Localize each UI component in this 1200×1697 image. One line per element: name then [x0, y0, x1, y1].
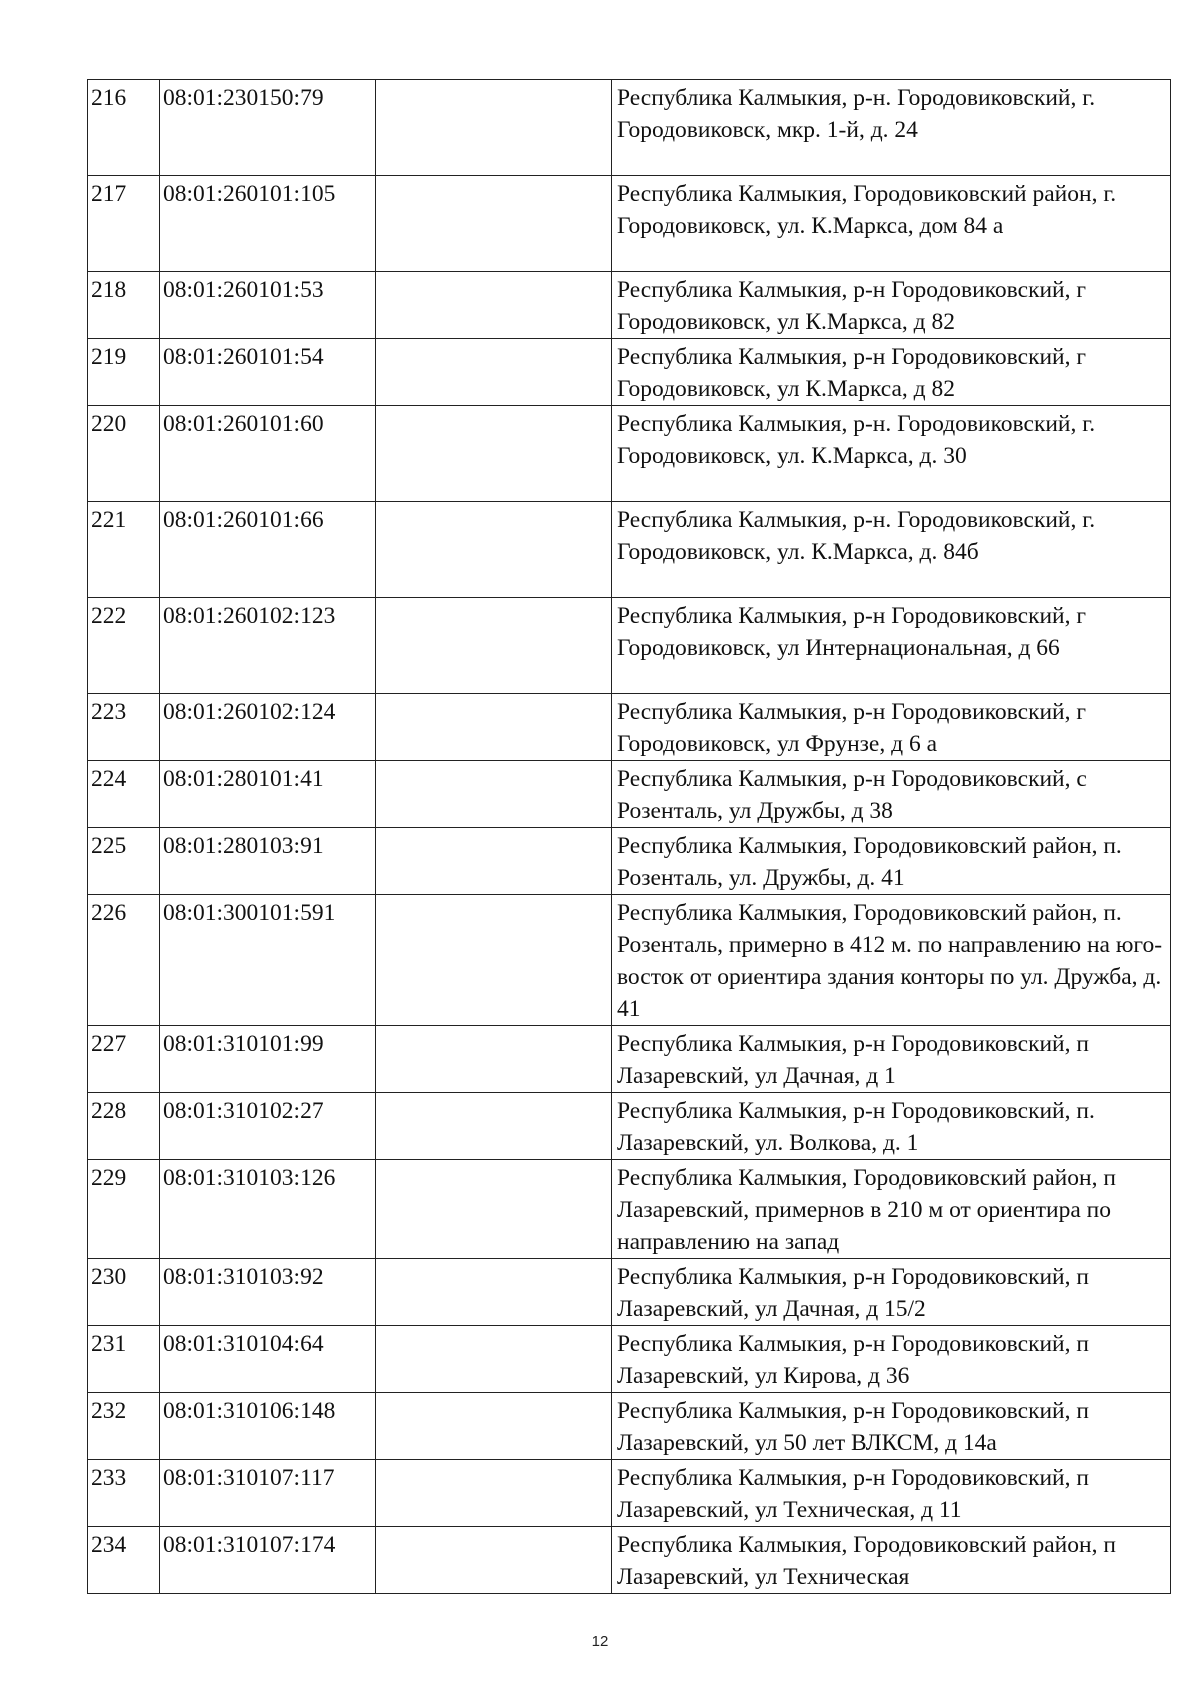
empty-cell	[376, 339, 612, 406]
property-table-body	[88, 80, 1171, 1594]
cadastral-number-cell: 08:01:300101:591	[160, 895, 376, 1026]
address-cell: Республика Калмыкия, р-н Городовиковский, г Городовиковск, ул К.Маркса, д 82	[612, 272, 1171, 339]
cadastral-number-cell: 08:01:260101:60	[160, 406, 376, 502]
cadastral-number-cell: 08:01:280101:41	[160, 761, 376, 828]
empty-cell	[376, 502, 612, 598]
empty-cell	[376, 1093, 612, 1160]
row-number-cell: 231	[88, 1326, 160, 1393]
cadastral-number-cell: 08:01:260101:54	[160, 339, 376, 406]
empty-cell	[376, 895, 612, 1026]
row-number-cell: 225	[88, 828, 160, 895]
cadastral-number-cell: 08:01:310103:126	[160, 1160, 376, 1259]
address-cell: Республика Калмыкия, р-н Городовиковский, г Городовиковск, ул Фрунзе, д 6 а	[612, 694, 1171, 761]
empty-cell	[376, 1160, 612, 1259]
empty-cell	[376, 1259, 612, 1326]
table-row	[88, 80, 1171, 176]
table-row	[88, 895, 1171, 1026]
cadastral-number-cell: 08:01:260102:124	[160, 694, 376, 761]
table-row	[88, 502, 1171, 598]
table-row	[88, 1460, 1171, 1527]
row-number-cell: 230	[88, 1259, 160, 1326]
address-cell: Республика Калмыкия, р-н Городовиковский, п Лазаревский, ул Кирова, д 36	[612, 1326, 1171, 1393]
page-number: 12	[591, 1633, 609, 1650]
address-cell: Республика Калмыкия, р-н. Городовиковский, г. Городовиковск, ул. К.Маркса, д. 84б	[612, 502, 1171, 598]
empty-cell	[376, 176, 612, 272]
empty-cell	[376, 694, 612, 761]
row-number-cell: 228	[88, 1093, 160, 1160]
row-number-cell: 222	[88, 598, 160, 694]
table-row	[88, 1093, 1171, 1160]
table-row	[88, 1259, 1171, 1326]
empty-cell	[376, 80, 612, 176]
address-cell: Республика Калмыкия, р-н Городовиковский, г Городовиковск, ул К.Маркса, д 82	[612, 339, 1171, 406]
table-row	[88, 1326, 1171, 1393]
row-number-cell: 218	[88, 272, 160, 339]
cadastral-number-cell: 08:01:310104:64	[160, 1326, 376, 1393]
table-row	[88, 406, 1171, 502]
row-number-cell: 227	[88, 1026, 160, 1093]
row-number-cell: 221	[88, 502, 160, 598]
cadastral-number-cell: 08:01:310107:174	[160, 1527, 376, 1594]
empty-cell	[376, 1460, 612, 1527]
row-number-cell: 232	[88, 1393, 160, 1460]
empty-cell	[376, 1527, 612, 1594]
address-cell: Республика Калмыкия, р-н Городовиковский, с Розенталь, ул Дружбы, д 38	[612, 761, 1171, 828]
table-row	[88, 272, 1171, 339]
empty-cell	[376, 1393, 612, 1460]
empty-cell	[376, 1326, 612, 1393]
address-cell: Республика Калмыкия, р-н Городовиковский, г Городовиковск, ул Интернациональная, д 66	[612, 598, 1171, 694]
cadastral-number-cell: 08:01:280103:91	[160, 828, 376, 895]
row-number-cell: 224	[88, 761, 160, 828]
empty-cell	[376, 761, 612, 828]
cadastral-number-cell: 08:01:260101:66	[160, 502, 376, 598]
address-cell: Республика Калмыкия, р-н Городовиковский, п Лазаревский, ул Дачная, д 1	[612, 1026, 1171, 1093]
table-row	[88, 828, 1171, 895]
address-cell: Республика Калмыкия, р-н Городовиковский, п Лазаревский, ул Дачная, д 15/2	[612, 1259, 1171, 1326]
cadastral-number-cell: 08:01:310107:117	[160, 1460, 376, 1527]
row-number-cell: 219	[88, 339, 160, 406]
address-cell: Республика Калмыкия, Городовиковский район, п. Розенталь, ул. Дружбы, д. 41	[612, 828, 1171, 895]
address-cell: Республика Калмыкия, р-н Городовиковский, п Лазаревский, ул Техническая, д 11	[612, 1460, 1171, 1527]
row-number-cell: 226	[88, 895, 160, 1026]
cadastral-number-cell: 08:01:260101:105	[160, 176, 376, 272]
table-row	[88, 761, 1171, 828]
table-row	[88, 1026, 1171, 1093]
table-row	[88, 694, 1171, 761]
table-row	[88, 1393, 1171, 1460]
row-number-cell: 234	[88, 1527, 160, 1594]
address-cell: Республика Калмыкия, Городовиковский район, п Лазаревский, примернов в 210 м от ориентира по направлению на запад	[612, 1160, 1171, 1259]
cadastral-number-cell: 08:01:230150:79	[160, 80, 376, 176]
table-row	[88, 1527, 1171, 1594]
property-table	[87, 79, 1171, 1594]
row-number-cell: 223	[88, 694, 160, 761]
row-number-cell: 220	[88, 406, 160, 502]
cadastral-number-cell: 08:01:260101:53	[160, 272, 376, 339]
address-cell: Республика Калмыкия, Городовиковский район, п. Розенталь, примерно в 412 м. по направлению на юго-восток от ориентира здания конторы по ул. Дружба, д. 41	[612, 895, 1171, 1026]
table-row	[88, 176, 1171, 272]
cadastral-number-cell: 08:01:310103:92	[160, 1259, 376, 1326]
table-row	[88, 1160, 1171, 1259]
empty-cell	[376, 272, 612, 339]
address-cell: Республика Калмыкия, Городовиковский район, г. Городовиковск, ул. К.Маркса, дом 84 а	[612, 176, 1171, 272]
address-cell: Республика Калмыкия, р-н. Городовиковский, г. Городовиковск, мкр. 1-й, д. 24	[612, 80, 1171, 176]
empty-cell	[376, 406, 612, 502]
cadastral-number-cell: 08:01:310106:148	[160, 1393, 376, 1460]
address-cell: Республика Калмыкия, р-н Городовиковский, п Лазаревский, ул 50 лет ВЛКСМ, д 14а	[612, 1393, 1171, 1460]
address-cell: Республика Калмыкия, Городовиковский район, п Лазаревский, ул Техническая	[612, 1527, 1171, 1594]
table-row	[88, 339, 1171, 406]
row-number-cell: 217	[88, 176, 160, 272]
row-number-cell: 233	[88, 1460, 160, 1527]
cadastral-number-cell: 08:01:310101:99	[160, 1026, 376, 1093]
row-number-cell: 216	[88, 80, 160, 176]
cadastral-number-cell: 08:01:310102:27	[160, 1093, 376, 1160]
empty-cell	[376, 1026, 612, 1093]
row-number-cell: 229	[88, 1160, 160, 1259]
cadastral-number-cell: 08:01:260102:123	[160, 598, 376, 694]
address-cell: Республика Калмыкия, р-н. Городовиковский, г. Городовиковск, ул. К.Маркса, д. 30	[612, 406, 1171, 502]
empty-cell	[376, 828, 612, 895]
table-row	[88, 598, 1171, 694]
empty-cell	[376, 598, 612, 694]
address-cell: Республика Калмыкия, р-н Городовиковский, п. Лазаревский, ул. Волкова, д. 1	[612, 1093, 1171, 1160]
